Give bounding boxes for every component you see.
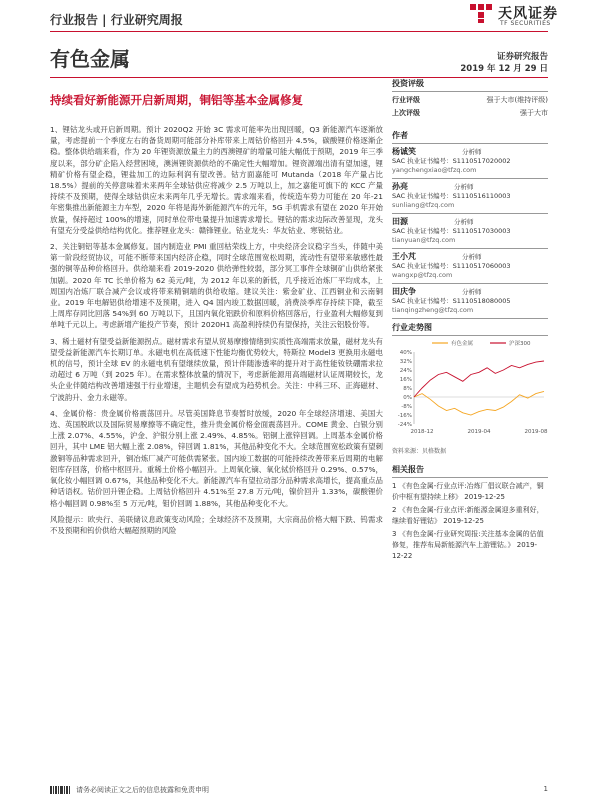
related-panel: [392, 464, 548, 564]
y-tick-label: 24%: [399, 368, 412, 374]
sector-title: 有色金属: [50, 47, 130, 71]
chart-source: 资料来源：贝格数据: [392, 448, 447, 455]
brand-name: 天风证券: [498, 6, 558, 22]
author-name: 田源: [392, 217, 408, 226]
industry-trend-chart: [392, 338, 548, 438]
brand-name-en: TF SECURITIES: [500, 20, 551, 27]
section-metal-prices: 4、金属价格：贵金属价格震荡回升。尽管美国降息节奏暂时放缓，2020 年全球经济增速、美国大选、英国脱欧以及国际贸易摩擦等不确定性，推升贵金属价格金面震荡回升。COME 黄金、白银分别上涨 2.07%、4.55%，沪金、沪银分别上涨 2.49%、4.85%。铝铜上涨锌回调。上周基本金属价格回升，其中 LME 铝大幅上涨 2.08%，锌回调 1.81%，其他品种变化不大。全球范围宽松政策有望刺激铜等品种需求回升，铜冶炼厂减产可能供需紧张。国内竣工数据的可能持续改善带来后周期的电解铝库存回落，价格中枢回升。重稀土价格小幅回升。上周氧化镝、氧化铽价格回升 0.29%、0.57%，氧化钕小幅回调 0.67%，其他品种变化不大。新能源汽车有望拉动部分品种需求高增长，提高重点品种话语权。钴价回升锂企稳。上周钴价格回升 4.51%至 27.8 万元/吨，镍价回升 1.33%，碳酸锂价格小幅回调 0.98%至 5 万元/吨，钼价回调 1.88%，其他品种变化不大。: [50, 408, 383, 508]
author-name: 王小芃: [392, 252, 416, 261]
authors-panel: [392, 130, 548, 319]
y-tick-label: -24%: [397, 422, 412, 428]
rating-row: [392, 107, 548, 120]
report-type: 证券研究报告: [496, 52, 548, 62]
y-tick-label: -16%: [397, 413, 412, 419]
author-entry: [392, 147, 548, 179]
author-entry: [392, 252, 548, 284]
report-category-tag: 行业报告 | 行业研究周报: [50, 13, 183, 27]
x-tick-label: 2019-04: [467, 429, 491, 435]
y-tick-label: -8%: [401, 404, 412, 410]
legend-label: 有色金属: [451, 341, 474, 347]
author-cert: SAC 执业证书编号：S1110517020002: [392, 157, 511, 165]
related-title-text[interactable]: 《有色金属-行业研究周报:关注基本金属的估值修复，推荐布局新能源汽车上游锂钴。》: [392, 530, 544, 549]
author-email[interactable]: yangchengxiao@tfzq.com: [392, 166, 477, 174]
author-cert: SAC 执业证书编号：S1110517060003: [392, 262, 511, 270]
y-tick-label: 8%: [403, 386, 412, 392]
author-email[interactable]: wangxp@tfzq.com: [392, 271, 453, 279]
y-tick-label: 16%: [399, 377, 412, 383]
legend-label: 沪深300: [509, 341, 531, 347]
y-tick-label: 0%: [403, 395, 412, 401]
report-date: 2019 年 12 月 29 日: [460, 64, 548, 74]
related-title: 相关报告: [392, 465, 424, 474]
disclaimer-text: 请务必阅读正文之后的信息披露和免责申明: [76, 786, 209, 794]
x-tick-label: 2018-12: [410, 429, 434, 435]
related-index: 3: [392, 530, 397, 538]
related-title-text[interactable]: 《有色金属-行业点评:新能源金属迎多重利好，继续看好锂钴》: [392, 506, 544, 525]
report-body: [50, 124, 383, 541]
author-name: 杨诚笑: [392, 147, 416, 156]
rating-value: 强于大市(维持评级): [486, 96, 548, 104]
related-report-item[interactable]: [392, 505, 548, 527]
author-cert: SAC 执业证书编号：S1110516110003: [392, 192, 511, 200]
related-index: 1: [392, 482, 397, 490]
rating-label: 行业评级: [392, 96, 420, 104]
header-divider: [50, 31, 548, 32]
section-lithium-cobalt: 1、锂钴龙头或开启新周期。预计 2020Q2 开始 3C 需求可能率先出现回暖，Q3 新能源汽车逐渐放量，考虑提前一个季度左右的备货周期可能部分补库带来上周钴价格回升 4.5%，碳酸锂价格逐渐企稳。整体供给端来看，作为 20 年锂资源放量主力的西澳锂矿的增量可能大幅低于预期，2019 年三季度以来，部分矿企陷入经营困境，澳洲锂资源供给的不确定性大幅增加。锂资源端出清有望加速，锂精矿价格有望企稳，锂盐加工的边际利润有望改善。钴方面嘉能可 Mutanda（2018 年产量占比 18.5%）提前的关停意味着未来两年全球钴供应将减少 2.5 万吨以上，加之嘉能可旗下的 KCC 产量持续不及预期，使得全球钴供应未来两年几乎无增长。需求端来看，传统造车势力可能在 20 年-21 年密集推出新能源主力车型，2020 年将是海外新能源汽车的元年，5G 手机需求有望在 2020 年开始放量，保持超过 100%的增速，同时单位带电量提升加速需求增长。锂钴的需求边际改善显现，龙头有望充分受益供给结构优化。推荐锂业龙头：赣锋锂业。钴业龙头：华友钴业、寒锐钴业。: [50, 125, 383, 235]
related-date: 2019-12-25: [443, 517, 484, 525]
series-line-csi300: [414, 361, 544, 397]
related-report-item[interactable]: [392, 529, 548, 562]
author-name: 田庆争: [392, 287, 416, 296]
trend-panel: [392, 322, 548, 338]
author-cert: SAC 执业证书编号：S1110518080005: [392, 297, 511, 305]
author-role: 分析师: [454, 183, 474, 191]
x-tick-label: 2019-08: [524, 429, 548, 435]
authors-title: 作者: [392, 131, 408, 140]
rating-title: 投资评级: [392, 79, 424, 88]
section-base-metals: 2、关注铜铝等基本金属修复。国内制造业 PMI 重回枯荣线上方，中央经济会议稳字当头，伴随中美第一阶段经贸协议，可能不断带来国内经济企稳，同时全球范围宽松周期，流动性有望带来敏感性最强的铜等品种价格回升。供给端来看 2019-2020 供给弹性较弱，部分冥工事件全球铜矿山供给紧张加剧。2020 年 TC 长单价格为 62 美元/吨，为 2012 年以来的新低，几乎接近冶炼厂平均成本，上周国内冶炼厂联合减产会议或将带来精铜端的供给收缩。建议关注：紫金矿业、江西铜业和云南铜业。2019 年电解铝供给增速不及预期，进入 Q4 国内竣工数据回暖，消费淡季库存持续下降，截至上周库存同比回落 54%到 60 万吨以下，且国内氧化铝跌价和原料价格回落后，行业盈利大幅修复到单吨千元以上。考虑新增产能投产节奏，预计 2020H1 高盈利持续仍有望保持，关注云铝股份等。: [50, 242, 383, 330]
author-name: 孙亮: [392, 182, 408, 191]
author-entry: [392, 182, 548, 214]
y-tick-label: 40%: [399, 350, 412, 356]
barcode-icon: [50, 786, 70, 794]
related-date: 2019-12-22: [392, 541, 538, 560]
rating-row: [392, 94, 548, 107]
trend-title: 行业走势图: [392, 323, 432, 332]
section-risk: 风险提示：欧央行、美联储议息政策变动风险；全球经济不及预期，大宗商品价格大幅下跌、钨需求不及预期和钨价供给大幅超预期的风险: [50, 514, 383, 535]
related-report-item[interactable]: [392, 481, 548, 503]
author-email[interactable]: tianyuan@tfzq.com: [392, 236, 456, 244]
section-rare-earth: 3、稀土磁材有望受益新能源拐点。磁材需求有望从贸易摩擦情绪到实质性高端需求放量，磁材龙头有望受益新能源汽车长期订单。永磁电机在高低速下性能均衡优势较大，特斯拉 Model3 更换用永磁电机的信号，预计全球 EV 的永磁电机有望继续放量，预计伴随渗透率的提升对于高性能钕铁硼需求拉动超过 6 万吨（到 2025 年）。在需求整体放量的情况下，考虑新能源用高端磁材认证周期较长，龙头企业伴随结构改善增速强于行业增速，主题机会有望成为趋势机会。关注：中科三环、正海磁材、宁波韵升、金力永磁等。: [50, 336, 383, 402]
rating-value: 强于大市: [520, 109, 548, 117]
author-cert: SAC 执业证书编号：S1110517030003: [392, 227, 511, 235]
report-subtitle: 持续看好新能源开启新周期，铜铝等基本金属修复: [50, 93, 303, 107]
author-role: 分析师: [454, 218, 474, 226]
rating-label: 上次评级: [392, 109, 420, 117]
y-tick-label: 32%: [399, 359, 412, 365]
rating-panel: [392, 78, 548, 120]
page-number: 1: [543, 785, 548, 793]
tf-logo-icon: [468, 2, 494, 24]
related-index: 2: [392, 506, 397, 514]
author-email[interactable]: sunliang@tfzq.com: [392, 201, 455, 209]
author-role: 分析师: [462, 148, 482, 156]
author-role: 分析师: [462, 253, 482, 261]
author-entry: [392, 217, 548, 249]
related-date: 2019-12-25: [464, 493, 505, 501]
author-role: 分析师: [462, 288, 482, 296]
author-email[interactable]: tianqingzheng@tfzq.com: [392, 306, 474, 314]
related-title-text[interactable]: 《有色金属-行业点评:冶炼厂倡议联合减产，铜价中枢有望持续上移》: [392, 482, 544, 501]
series-line-nonferrous: [414, 391, 544, 415]
author-entry: [392, 287, 548, 319]
